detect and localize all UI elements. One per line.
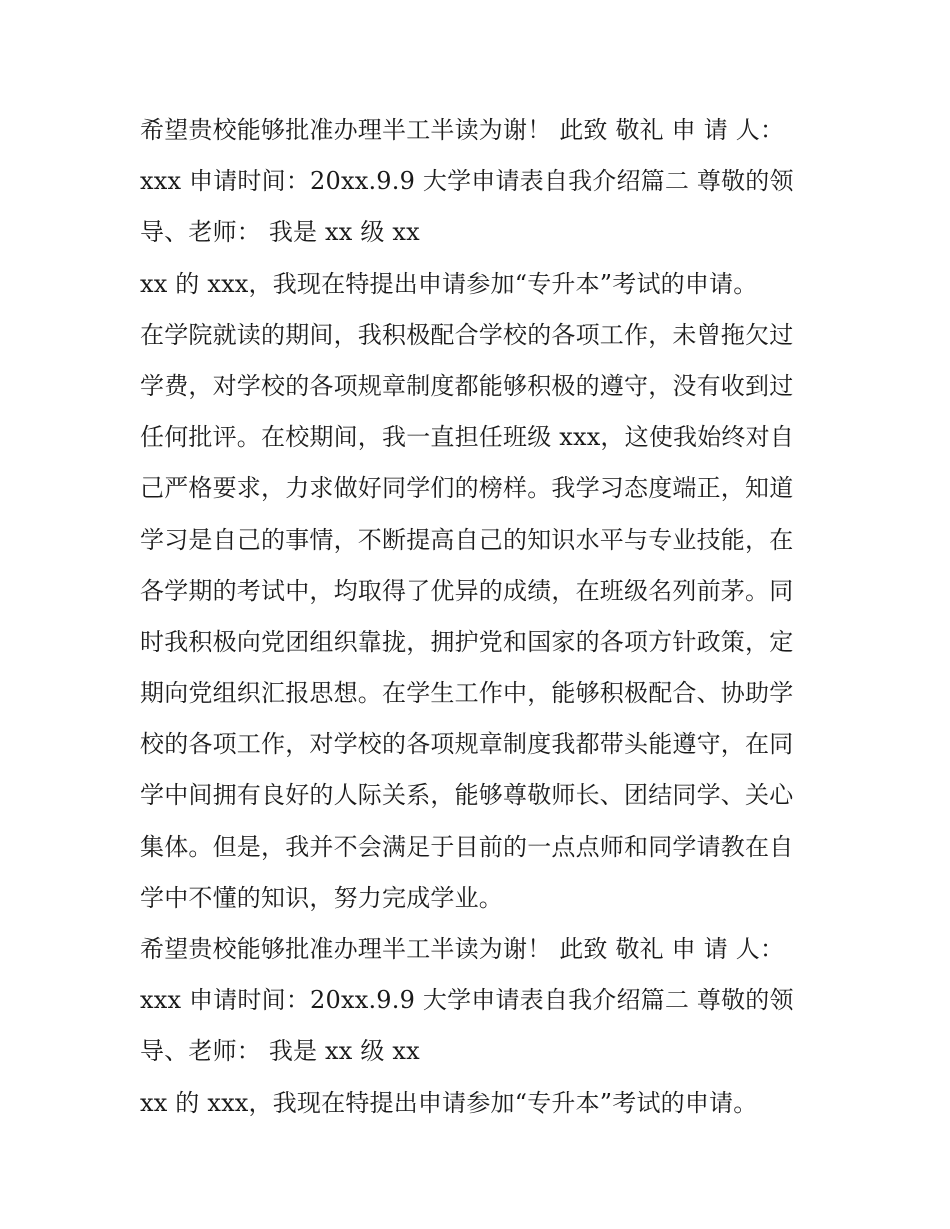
text-line-7: 任何批评。在校期间，我一直担任班级 xxx，这使我始终对自 bbox=[140, 423, 795, 452]
text-line-16: 学中不懂的知识，努力完成学业。 bbox=[140, 883, 503, 912]
text-line-13: 校的各项工作，对学校的各项规章制度我都带头能遵守，在同 bbox=[140, 730, 794, 759]
text-line-11: 时我积极向党团组织靠拢，拥护党和国家的各项方针政策，定 bbox=[140, 627, 794, 656]
document-body bbox=[140, 105, 820, 1129]
text-line-3: 导、老师： 我是 xx 级 xx bbox=[140, 218, 420, 247]
text-line-1: 希望贵校能够批准办理半工半读为谢！ 此致 敬礼 申 请 人： bbox=[140, 116, 785, 144]
text-line-20: xx 的 xxx，我现在特提出申请参加“专升本”考试的申请。 bbox=[140, 1088, 758, 1117]
text-line-12: 期向党组织汇报思想。在学生工作中，能够积极配合、协助学 bbox=[140, 679, 794, 708]
text-line-18: xxx 申请时间：20xx.9.9 大学申请表自我介绍篇二 尊敬的领 bbox=[140, 986, 794, 1015]
text-line-5: 在学院就读的期间，我积极配合学校的各项工作，未曾拖欠过 bbox=[140, 320, 794, 349]
text-line-19: 导、老师： 我是 xx 级 xx bbox=[140, 1037, 420, 1066]
text-line-14: 学中间拥有良好的人际关系，能够尊敬师长、团结同学、关心 bbox=[140, 781, 794, 810]
text-line-9: 学习是自己的事情，不断提高自己的知识水平与专业技能，在 bbox=[140, 525, 794, 554]
text-line-17: 希望贵校能够批准办理半工半读为谢！ 此致 敬礼 申 请 人： bbox=[140, 935, 785, 963]
text-line-4: xx 的 xxx，我现在特提出申请参加“专升本”考试的申请。 bbox=[140, 269, 758, 298]
text-line-2: xxx 申请时间：20xx.9.9 大学申请表自我介绍篇二 尊敬的领 bbox=[140, 167, 794, 196]
text-line-15: 集体。但是，我并不会满足于目前的一点点师和同学请教在自 bbox=[140, 832, 794, 861]
text-line-10: 各学期的考试中，均取得了优异的成绩，在班级名列前茅。同 bbox=[140, 576, 794, 605]
text-line-8: 己严格要求，力求做好同学们的榜样。我学习态度端正，知道 bbox=[140, 474, 794, 503]
text-line-6: 学费，对学校的各项规章制度都能够积极的遵守，没有收到过 bbox=[140, 371, 794, 400]
